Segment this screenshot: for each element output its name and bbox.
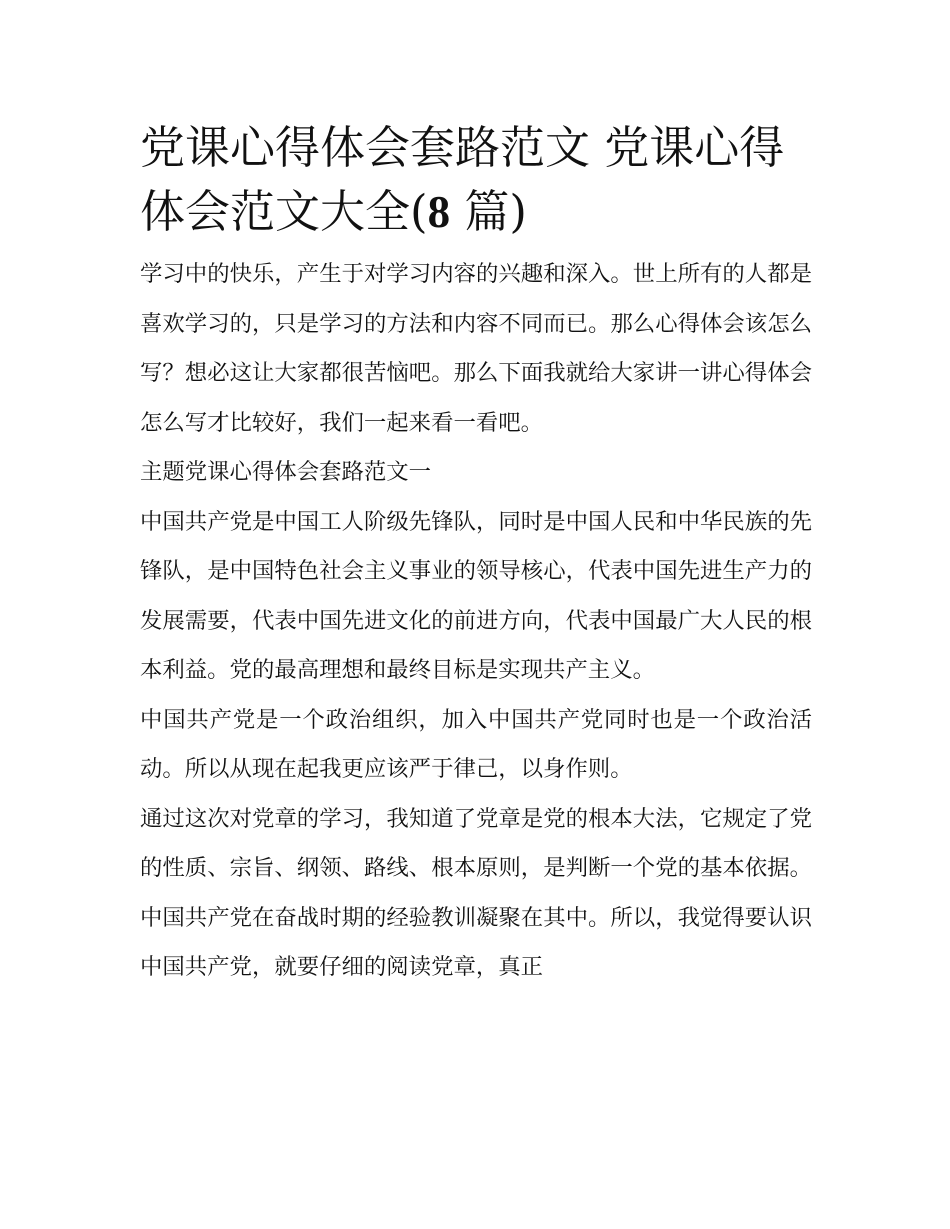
intro-paragraph: 学习中的快乐，产生于对学习内容的兴趣和深入。世上所有的人都是喜欢学习的，只是学习的方法和内容不同而已。那么心得体会该怎么写？想必这让大家都很苦恼吧。那么下面我就给大家讲一讲心得体会怎么写才比较好，我们一起来看一看吧。 (140, 261, 812, 436)
body-paragraph: 中国共产党是中国工人阶级先锋队，同时是中国人民和中华民族的先锋队，是中国特色社会主义事业的领导核心，代表中国先进生产力的发展需要，代表中国先进文化的前进方向，代表中国最广大人民的根本利益。党的最高理想和最终目标是实现共产主义。 (140, 508, 812, 683)
body-paragraph: 中国共产党是一个政治组织，加入中国共产党同时也是一个政治活动。所以从现在起我更应该严于律己，以身作则。 (140, 706, 812, 782)
section-heading: 主题党课心得体会套路范文一 (140, 459, 432, 485)
body-paragraph: 通过这次对党章的学习，我知道了党章是党的根本大法，它规定了党的性质、宗旨、纲领、路线、根本原则，是判断一个党的基本依据。中国共产党在奋战时期的经验教训凝聚在其中。所以，我觉得要认识中国共产党，就要仔细的阅读党章，真正 (140, 805, 812, 980)
title-suffix: 篇) (450, 185, 527, 238)
title-number: 8 (427, 187, 451, 237)
title-text: 党课心得体会套路范文 党课心得体会范文大全( (140, 121, 785, 238)
document-body (140, 116, 812, 993)
document-title (140, 116, 812, 244)
